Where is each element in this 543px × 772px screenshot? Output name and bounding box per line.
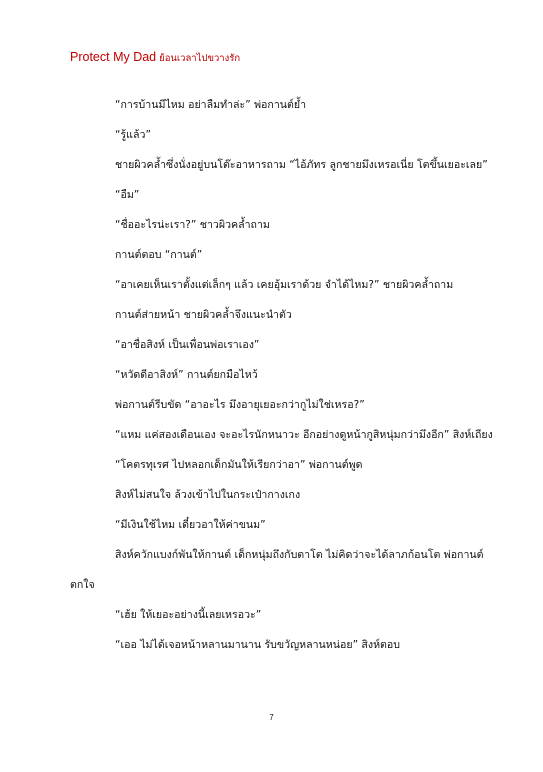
paragraph: “ชื่ออะไรน่ะเรา?” ชาวผิวคล้ำถาม — [115, 219, 270, 231]
paragraph: “โคตรทุเรศ ไปหลอกเด็กมันให้เรียกว่าอา” พ่อกานต์พูด — [115, 459, 363, 471]
paragraph: ชายผิวคล้ำซึ่งนั่งอยู่บนโต๊ะอาหารถาม “ไอ้ภัทร ลูกชายมึงเหรอเนี่ย โตขึ้นเยอะเลย” — [115, 159, 488, 171]
paragraph: “เฮ้ย ให้เยอะอย่างนี้เลยเหรอวะ” — [115, 609, 262, 621]
paragraph: “อาเคยเห็นเราตั้งแต่เล็กๆ แล้ว เคยอุ้มเราด้วย จำได้ไหม?” ชายผิวคล้ำถาม — [115, 279, 454, 291]
paragraph: “แหม แค่สองเดือนเอง จะอะไรนักหนาวะ อีกอย่างดูหน้ากูสิหนุ่มกว่ามึงอีก” สิงห์เถียง — [115, 429, 493, 441]
paragraph: “อาชื่อสิงห์ เป็นเพื่อนพ่อเราเอง” — [115, 339, 260, 351]
paragraph: “รู้แล้ว” — [115, 129, 151, 141]
paragraph: “หวัดดีอาสิงห์” กานต์ยกมือไหว้ — [115, 369, 258, 381]
paragraph: สิงห์ไม่สนใจ ล้วงเข้าไปในกระเป๋ากางเกง — [115, 489, 301, 501]
paragraph: “การบ้านมีไหม อย่าลืมทำล่ะ” พ่อกานต์ย้ำ — [115, 99, 307, 111]
page-number: 7 — [269, 713, 274, 722]
paragraph: “มีเงินใช้ไหม เดี๋ยวอาให้ค่าขนม” — [115, 519, 266, 531]
paragraph: “อืม” — [115, 189, 140, 201]
paragraph: พ่อกานต์รีบขัด “อาอะไร มึงอายุเยอะกว่ากูไม่ใช่เหรอ?” — [115, 399, 365, 411]
header-title-en: Protect My Dad — [70, 50, 157, 64]
paragraph: กานต์ตอบ “กานต์” — [115, 249, 203, 261]
page-header — [70, 46, 240, 66]
header-title-th: ย้อนเวลาไปขวางรัก — [159, 53, 241, 64]
paragraph: “เออ ไม่ได้เจอหน้าหลานมานาน รับขวัญหลานหน่อย” สิงห์ตอบ — [115, 639, 401, 651]
paragraph: กานต์ส่ายหน้า ชายผิวคล้ำจึงแนะนำตัว — [115, 309, 292, 321]
body-text — [70, 90, 500, 660]
paragraph: สิงห์ควักแบงก์พันให้กานต์ เด็กหนุ่มถึงกับตาโต ไม่คิดว่าจะได้ลาภก้อนโต พ่อกานต์ตกใจ — [70, 549, 484, 591]
